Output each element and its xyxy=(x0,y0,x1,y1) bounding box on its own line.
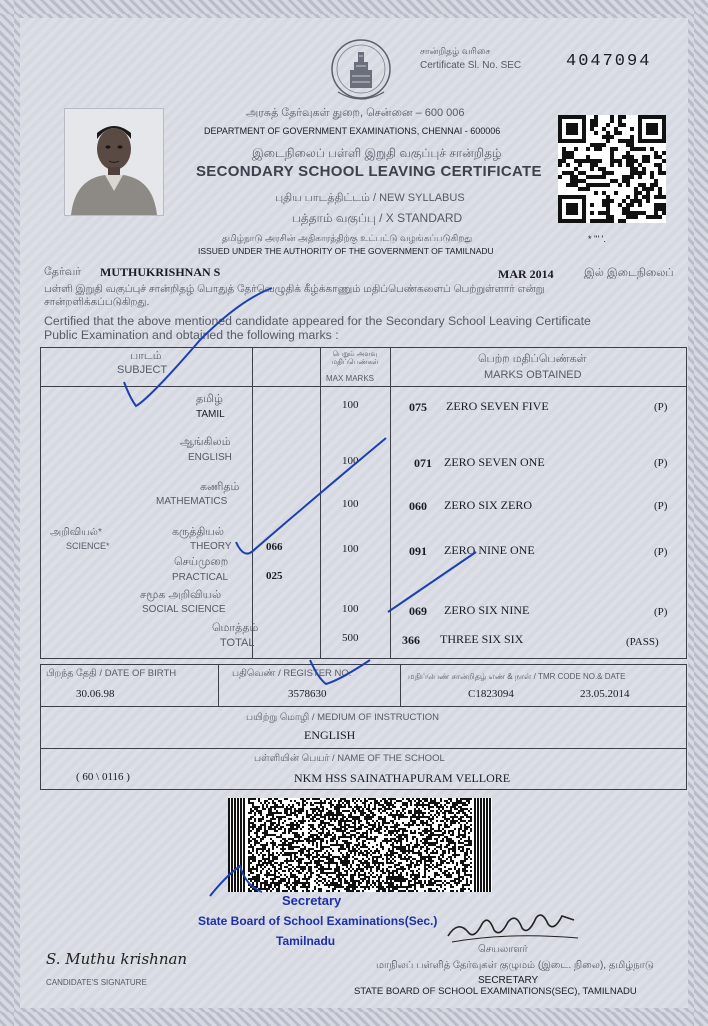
subject-practical: PRACTICAL xyxy=(172,572,229,583)
total-label-tamil: மொத்தம் xyxy=(212,622,259,634)
title-tamil: இடைநிலைப் பள்ளி இறுதி வகுப்புச் சான்றிதழ் xyxy=(252,146,502,160)
status-social: (P) xyxy=(654,606,668,618)
subject-english-name: ஆங்கிலம் xyxy=(180,436,231,448)
subject-tamil: TAMIL xyxy=(196,409,225,420)
obtained-header-tamil: பெற்ற மதிப்பெண்கள் xyxy=(478,353,587,365)
practical-sub-marks: 025 xyxy=(266,570,283,582)
dob-value: 30.06.98 xyxy=(76,688,115,700)
science-label: SCIENCE* xyxy=(66,541,110,551)
medium-label: பயிற்று மொழி / MEDIUM OF INSTRUCTION xyxy=(246,712,440,723)
school-code: ( 60 \ 0116 ) xyxy=(76,771,130,783)
marks-tamil: 075 xyxy=(409,400,427,414)
total-max: 500 xyxy=(342,632,359,644)
tmr-label: மதிப்பெண் சான்றிதழ் எண் & நாள் / TMR CODE NO.& DATE xyxy=(408,672,626,681)
subject-tamil-name: தமிழ் xyxy=(196,393,223,405)
stamp-board: State Board of School Examinations(Sec.) xyxy=(198,914,438,928)
marks-english: 071 xyxy=(414,456,432,470)
subject-theory-name: கருத்தியல் xyxy=(172,526,224,538)
candidate-signature: S. Muthu krishnan xyxy=(46,950,188,968)
max-marks-tamil: 100 xyxy=(342,399,359,411)
school-label: பள்ளியின் பெயர் / NAME OF THE SCHOOL xyxy=(254,753,445,764)
marks-maths: 060 xyxy=(409,499,427,513)
marks-words-science: ZERO NINE ONE xyxy=(444,543,535,557)
marks-words-english: ZERO SEVEN ONE xyxy=(444,455,545,469)
candidate-prefix: தேர்வர் xyxy=(44,266,81,278)
tmr-code: C1823094 xyxy=(468,688,514,700)
certificate-title: SECONDARY SCHOOL LEAVING CERTIFICATE xyxy=(196,163,542,180)
status-maths: (P) xyxy=(654,500,668,512)
subject-social-name: சமூக அறிவியல் xyxy=(140,589,222,601)
standard: பத்தாம் வகுப்பு / X STANDARD xyxy=(292,211,463,225)
subject-social-science: SOCIAL SCIENCE xyxy=(142,604,226,615)
obtained-header: MARKS OBTAINED xyxy=(484,369,582,381)
dept-english: DEPARTMENT OF GOVERNMENT EXAMINATIONS, CHENNAI - 600006 xyxy=(204,126,501,136)
statement-tamil: பள்ளி இறுதி வகுப்புச் சான்றிதழ் பொதுத் தேர்வெழுதிக் கீழ்க்காணும் மதிப்பெண்களைப் பெற்றுள்ளார் என்று xyxy=(44,284,545,295)
secretary-tamil: செயலாளர் xyxy=(478,944,528,955)
authority-english: ISSUED UNDER THE AUTHORITY OF THE GOVERNMENT OF TAMILNADU xyxy=(198,246,494,256)
status-science: (P) xyxy=(654,546,668,558)
total-status: (PASS) xyxy=(626,636,659,648)
theory-sub-marks: 066 xyxy=(266,541,283,553)
serial-label: Certificate Sl. No. SEC xyxy=(420,60,522,71)
medium-value: ENGLISH xyxy=(304,728,356,742)
register-number: 3578630 xyxy=(288,688,327,700)
register-label: பதிவெண் / REGISTER NO. xyxy=(232,668,352,679)
max-marks-social: 100 xyxy=(342,603,359,615)
authority-tamil: தமிழ்நாடு அரசின் அதிகாரத்திற்கு உட்பட்டு வழங்கப்படுகிறது xyxy=(222,233,473,243)
dept-tamil: அரசுத் தேர்வுகள் துறை, சென்னை – 600 006 xyxy=(246,107,465,119)
syllabus: புதிய பாடத்திட்டம் / NEW SYLLABUS xyxy=(275,192,465,204)
candidate-name: MUTHUKRISHNAN S xyxy=(100,265,221,279)
marks-words-social: ZERO SIX NINE xyxy=(444,603,530,617)
total-words: THREE SIX SIX xyxy=(440,632,524,646)
certified-line-1: Certified that the above mentioned candidate appeared for the Secondary School Leaving Certificate xyxy=(44,314,591,328)
status-english: (P) xyxy=(654,457,668,469)
serial-number: 4047094 xyxy=(566,52,652,71)
max-header-tamil: பெறும் அளவு மதிப்பெண்கள் xyxy=(331,351,379,366)
subject-theory: THEORY xyxy=(190,541,232,552)
secretary-title: SECRETARY xyxy=(478,975,539,986)
status-tamil: (P) xyxy=(654,401,668,413)
max-header: MAX MARKS xyxy=(326,374,375,383)
exam-month: MAR 2014 xyxy=(498,267,554,281)
dob-label: பிறந்த தேதி / DATE OF BIRTH xyxy=(46,668,177,679)
science-label-tamil: அறிவியல்* xyxy=(50,527,102,538)
max-marks-english: 100 xyxy=(342,455,359,467)
board-name: STATE BOARD OF SCHOOL EXAMINATIONS(SEC), TAMILNADU xyxy=(354,986,637,997)
qr-caption: * ''' '. xyxy=(588,234,606,244)
subject-english: ENGLISH xyxy=(188,452,232,463)
max-marks-maths: 100 xyxy=(342,498,359,510)
candidate-suffix: இல் இடைநிலைப் xyxy=(584,267,674,279)
serial-label-tamil: சான்றிதழ் வரிசை xyxy=(420,46,491,56)
marks-social: 069 xyxy=(409,604,427,618)
marks-science: 091 xyxy=(409,544,427,558)
stamp-secretary: Secretary xyxy=(282,893,342,908)
subject-header: SUBJECT xyxy=(117,364,168,376)
candidate-signature-label: CANDIDATE'S SIGNATURE xyxy=(46,978,147,987)
subject-maths: MATHEMATICS xyxy=(156,496,228,507)
max-marks-science: 100 xyxy=(342,543,359,555)
marks-words-maths: ZERO SIX ZERO xyxy=(444,498,532,512)
subject-maths-name: கணிதம் xyxy=(200,481,240,493)
subject-practical-name: செய்முறை xyxy=(174,556,229,568)
subject-header-tamil: பாடம் xyxy=(130,350,162,362)
marks-words-tamil: ZERO SEVEN FIVE xyxy=(446,399,549,413)
certified-line-2: Public Examination and obtained the following marks : xyxy=(44,328,339,342)
statement-tamil-end: சான்றளிக்கப்படுகிறது. xyxy=(44,297,150,308)
total-label: TOTAL xyxy=(220,637,255,649)
school-name: NKM HSS SAINATHAPURAM VELLORE xyxy=(294,771,511,785)
stamp-tamilnadu: Tamilnadu xyxy=(276,934,336,948)
board-tamil: மாநிலப் பள்ளித் தேர்வுகள் குழுமம் (இடை. நிலை), தமிழ்நாடு xyxy=(376,960,654,971)
tmr-date: 23.05.2014 xyxy=(580,688,630,700)
total-marks: 366 xyxy=(402,633,420,647)
